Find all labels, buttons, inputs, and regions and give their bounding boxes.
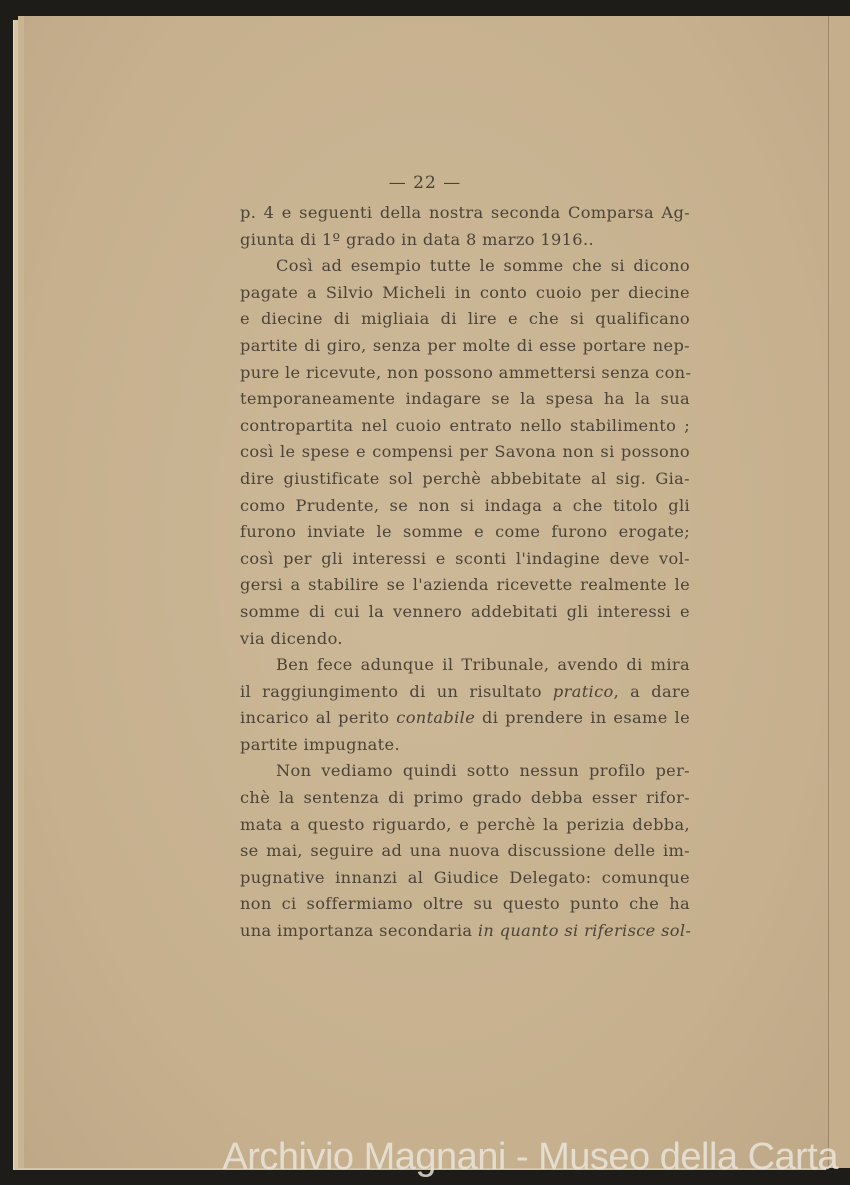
text-line: se mai, seguire ad una nuova discussione delle im- [240,841,690,861]
text-line: pugnative innanzi al Giudice Delegato: comunque [240,867,690,887]
text-line: pagate a Silvio Micheli in conto cuoio per diecine [240,282,690,302]
text-segment: incarico al perito [240,708,397,728]
text-segment: una importanza secondaria [240,921,478,941]
text-line: partite di giro, senza per molte di esse portare nep- [240,335,690,355]
text-line: temporaneamente indagare se la spesa ha la sua [240,389,690,409]
text-line: somme di cui la vennero addebitati gli interessi e [240,601,690,621]
text-line: dire giustificate sol perchè abbebitate al sig. Gia- [240,468,690,488]
text-line [240,705,690,732]
text-line [240,679,690,706]
text-segment: , a dare [613,681,691,701]
text-segment: il raggiungimento di un risultato [240,681,553,701]
watermark: Archivio Magnani - Museo della Carta [222,1136,838,1178]
text-line: Così ad esempio tutte le somme che si dicono [276,256,690,276]
text-line: mata a questo riguardo, e perchè la perizia debba, [240,814,690,834]
text-line: non ci soffermiamo oltre su questo punto che ha [240,894,690,914]
text-line: furono inviate le somme e come furono erogate; [240,522,690,542]
text-line [240,918,690,945]
text-line: così per gli interessi e sconti l'indagine deve vol- [240,548,690,568]
italic-emphasis: pratico [552,681,614,701]
text-line: così le spese e compensi per Savona non si possono [240,442,690,462]
text-line: partite impugnate. [240,734,400,754]
text-segment: di prendere in esame le [475,708,690,728]
page-number: — 22 — [388,173,462,193]
italic-emphasis: in quanto si riferisce sol- [477,921,692,941]
text-line: e diecine di migliaia di lire e che si qualificano [240,309,690,329]
text-line: gersi a stabilire se l'azienda ricevette realmente le [240,575,690,595]
text-line: como Prudente, se non si indaga a che titolo gli [240,495,690,515]
text-line: p. 4 e seguenti della nostra seconda Comparsa Ag- [240,203,690,222]
text-line: giunta di 1º grado in data 8 marzo 1916.. [240,229,594,249]
italic-emphasis: contabile [396,708,476,728]
text-line: Ben fece adunque il Tribunale, avendo di mira [276,655,690,675]
text-line: chè la sentenza di primo grado debba esser rifor- [240,788,690,808]
text-line: pure le ricevute, non possono ammettersi senza con- [240,362,692,382]
body-text [240,200,690,945]
text-line: Non vediamo quindi sotto nessun profilo per- [276,761,690,781]
text-line: contropartita nel cuoio entrato nello stabilimento ; [240,415,690,435]
text-line: via dicendo. [240,628,343,648]
